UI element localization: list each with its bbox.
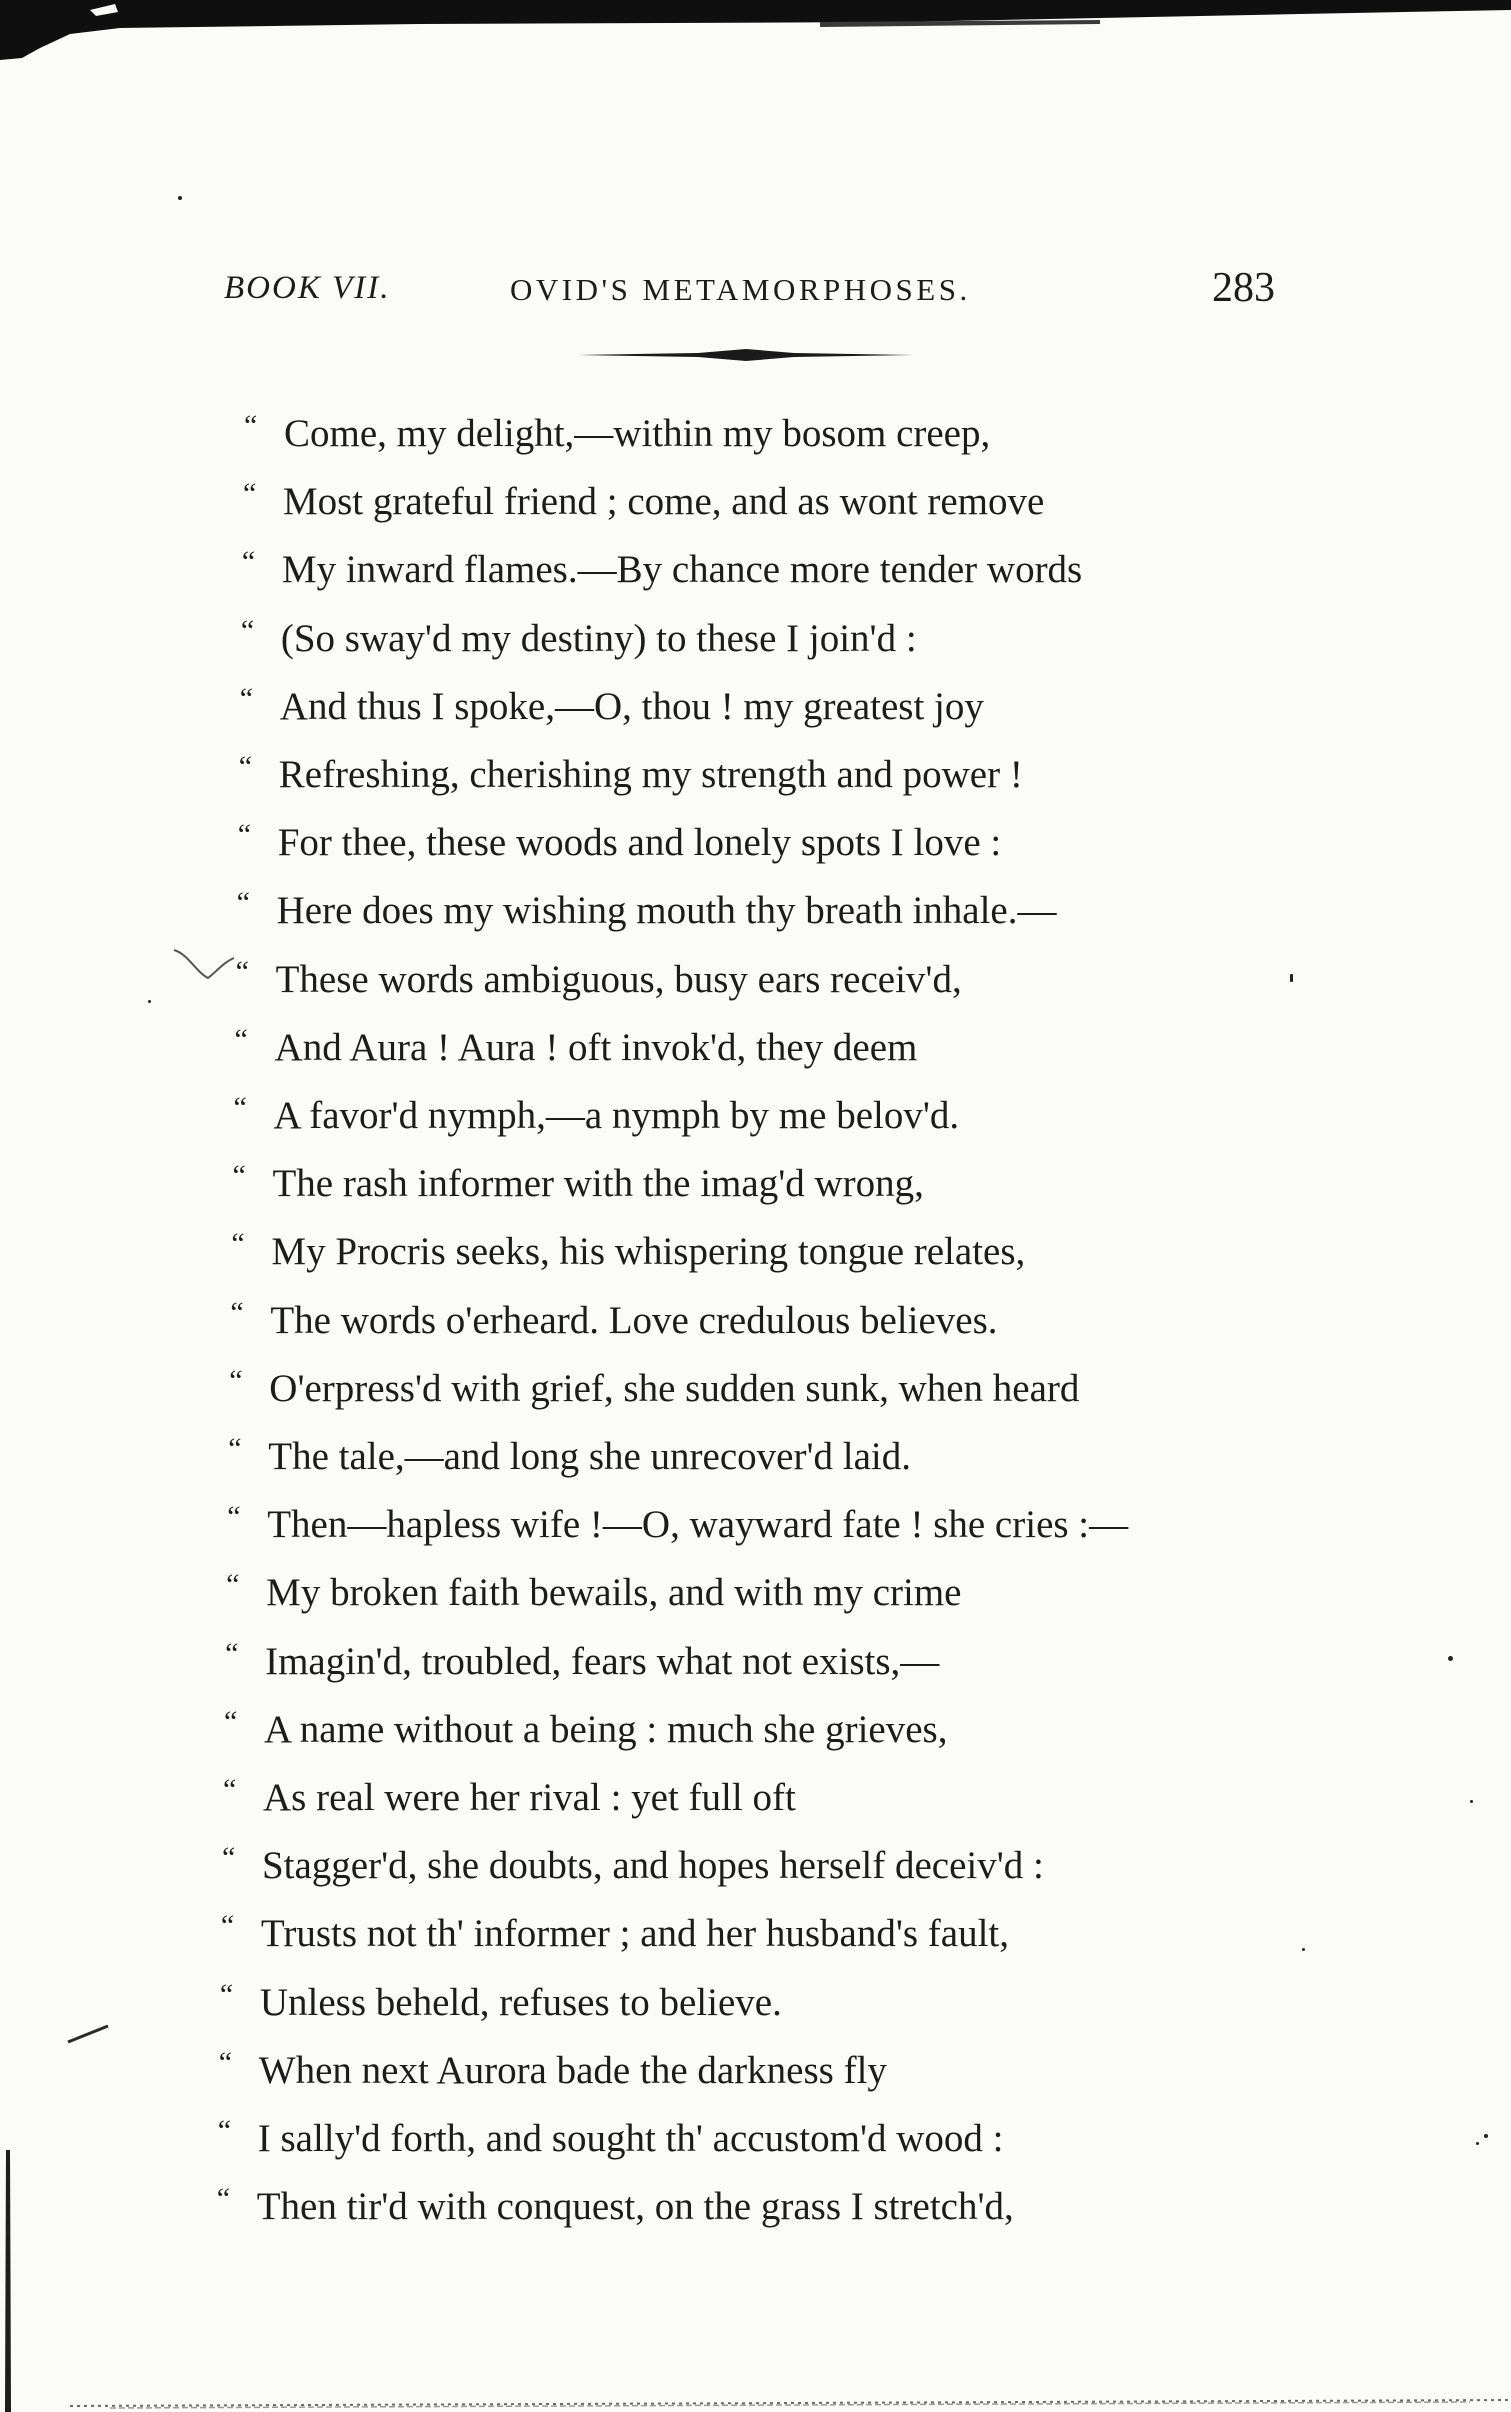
opening-quote-mark: “: [232, 1159, 246, 1193]
verse-line: [238, 813, 1511, 873]
verse-line: [239, 745, 1511, 805]
verse-line: [223, 1768, 1511, 1828]
verse-line: [220, 1973, 1511, 2033]
verse-line-text: For thee, these woods and lonely spots I love :: [277, 821, 1002, 865]
verse-line: [231, 1222, 1511, 1282]
opening-quote-mark: “: [228, 1432, 242, 1465]
margin-dash-mark: [66, 2024, 110, 2044]
book-number: BOOK VII.: [224, 270, 391, 306]
opening-quote-mark: “: [225, 1636, 239, 1670]
opening-quote-mark: “: [231, 1227, 245, 1261]
verse-line: [227, 1495, 1511, 1555]
opening-quote-mark: “: [238, 750, 253, 783]
verse-line-text: And Aura ! Aura ! oft invok'd, they deem: [274, 1025, 918, 1069]
opening-quote-mark: “: [240, 613, 255, 647]
verse-line-text: O'erpress'd with grief, she sudden sunk, when heard: [269, 1366, 1080, 1410]
opening-quote-mark: “: [221, 1841, 236, 1875]
verse-line-text: Unless beheld, refuses to believe.: [259, 1980, 782, 2024]
scanned-bottom-edge: [70, 2386, 1510, 2412]
verse-line: [226, 1563, 1511, 1623]
verse-line-text: The words o'erheard. Love credulous believes.: [270, 1298, 998, 1342]
opening-quote-mark: “: [241, 545, 256, 579]
opening-quote-mark: “: [233, 1091, 247, 1124]
margin-pencil-mark: [170, 944, 240, 984]
verse-line-text: Most grateful friend ; come, and as wont remove: [282, 480, 1045, 524]
verse-line-text: As real were her rival : yet full oft: [263, 1776, 796, 1819]
verse-line: [232, 1154, 1511, 1214]
verse-line-text: My broken faith bewails, and with my crime: [266, 1571, 962, 1615]
opening-quote-mark: “: [239, 681, 254, 715]
opening-quote-mark: “: [220, 1909, 235, 1943]
opening-quote-mark: “: [229, 1363, 243, 1397]
verse-line-text: Refreshing, cherishing my strength and power !: [278, 753, 1023, 796]
opening-quote-mark: “: [217, 2114, 232, 2147]
opening-quote-mark: “: [244, 409, 258, 442]
running-head: [0, 262, 1511, 322]
opening-quote-mark: “: [219, 1977, 234, 2011]
opening-quote-mark: “: [237, 818, 252, 852]
verse-line-text: My Procris seeks, his whispering tongue relates,: [271, 1230, 1026, 1274]
scanned-top-edge: [0, 0, 1511, 62]
verse-line: [235, 1018, 1511, 1078]
verse-line-text: The rash informer with the imag'd wrong,: [272, 1162, 924, 1206]
verse-line: [242, 540, 1511, 600]
verse-line-text: Stagger'd, she doubts, and hopes herself deceiv'd :: [261, 1844, 1044, 1888]
verse-line-text: (So sway'd my destiny) to these I join'd :: [280, 616, 917, 660]
opening-quote-mark: “: [242, 477, 257, 511]
running-title: OVID'S METAMORPHOSES.: [510, 272, 971, 307]
gutter-shadow: [0, 2150, 20, 2412]
verse-line: [229, 1359, 1511, 1419]
verse-line: [221, 1904, 1511, 1964]
opening-quote-mark: “: [218, 2045, 233, 2079]
opening-quote-mark: “: [236, 886, 250, 920]
verse-line-text: I sally'd forth, and sought th' accustom'd wood :: [257, 2117, 1004, 2160]
verse-line: [240, 677, 1511, 737]
verse-line: [234, 1086, 1511, 1146]
ornamental-rule: [578, 348, 914, 362]
verse-line: [236, 950, 1511, 1010]
verse-line-text: And thus I spoke,—O, thou ! my greatest joy: [279, 684, 984, 728]
opening-quote-mark: “: [226, 1568, 240, 1602]
verse-line: [228, 1427, 1511, 1487]
verse-line: [222, 1836, 1511, 1896]
opening-quote-mark: “: [235, 954, 249, 988]
verse-line-text: Then—hapless wife !—O, wayward fate ! she cries :—: [267, 1503, 1129, 1547]
verse-line: [218, 2109, 1511, 2169]
opening-quote-mark: “: [227, 1500, 241, 1534]
opening-quote-mark: “: [216, 2182, 231, 2216]
verse-line: [237, 881, 1511, 941]
verse-line: [241, 609, 1511, 669]
verse-line: [244, 404, 1511, 464]
verse-line-text: These words ambiguous, busy ears receiv'd,: [275, 957, 962, 1001]
verse-line-text: Come, my delight,—within my bosom creep,: [284, 412, 991, 455]
verse-line-text: My inward flames.—By chance more tender words: [281, 548, 1083, 592]
verse-line-text: A favor'd nymph,—a nymph by me belov'd.: [273, 1094, 960, 1137]
verse-line-text: A name without a being : much she grieves,: [264, 1707, 948, 1751]
opening-quote-mark: “: [234, 1022, 248, 1056]
opening-quote-mark: “: [223, 1773, 237, 1806]
verse-line: [219, 2041, 1511, 2101]
verse-line: [225, 1632, 1511, 1692]
verse-line-text: Imagin'd, troubled, fears what not exists,—: [265, 1639, 940, 1683]
verse-line: [224, 1700, 1511, 1760]
verse-line-text: Here does my wishing mouth thy breath inhale.—: [276, 889, 1057, 933]
verse-line-text: When next Aurora bade the darkness fly: [258, 2048, 887, 2092]
verse-line: [217, 2177, 1511, 2237]
verse-line: [230, 1291, 1511, 1351]
opening-quote-mark: “: [230, 1295, 244, 1329]
verse-line-text: Trusts not th' informer ; and her husband's fault,: [260, 1912, 1010, 1956]
verse-line-text: The tale,—and long she unrecover'd laid.: [268, 1435, 911, 1478]
verse-line: [243, 472, 1511, 532]
verse-line-text: Then tir'd with conquest, on the grass I stretch'd,: [256, 2185, 1014, 2229]
opening-quote-mark: “: [224, 1704, 238, 1738]
page-number: 283: [1212, 265, 1275, 311]
